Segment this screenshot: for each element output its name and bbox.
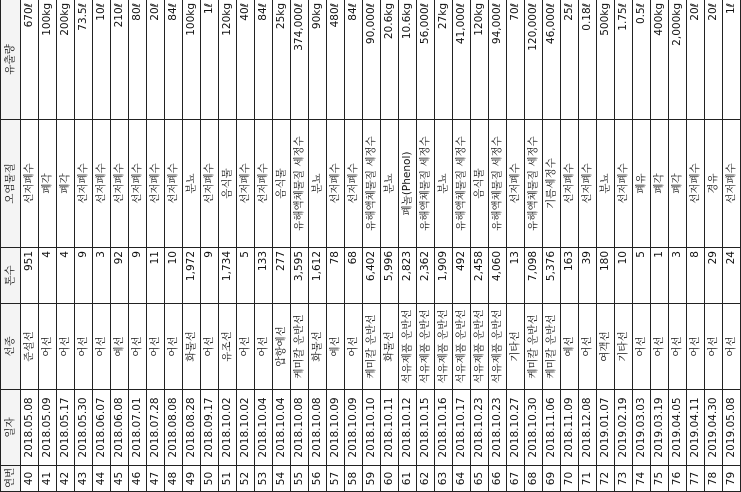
cell-ship-type: 어선 bbox=[75, 304, 93, 390]
cell-amount: 46,000ℓ bbox=[543, 0, 561, 120]
table-row bbox=[93, 0, 111, 492]
cell-date: 2018.10.02 bbox=[237, 390, 255, 466]
cell-date: 2018.10.17 bbox=[453, 390, 471, 466]
cell-ship-type: 케미칼 운반선 bbox=[291, 304, 309, 390]
cell-ship-type: 어선 bbox=[651, 304, 669, 390]
table-row bbox=[345, 0, 363, 492]
cell-tonnage: 1,972 bbox=[183, 248, 201, 304]
cell-date: 2018.06.07 bbox=[93, 390, 111, 466]
table-row bbox=[417, 0, 435, 492]
cell-pollutant: 경유 bbox=[705, 120, 723, 248]
cell-no: 52 bbox=[237, 466, 255, 492]
cell-amount: 100kg bbox=[39, 0, 57, 120]
cell-pollutant: 폐각 bbox=[57, 120, 75, 248]
cell-no: 76 bbox=[669, 466, 687, 492]
table-row bbox=[165, 0, 183, 492]
cell-ship-type: 석유제품 운반선 bbox=[453, 304, 471, 390]
cell-tonnage: 133 bbox=[255, 248, 273, 304]
cell-pollutant: 분뇨 bbox=[309, 120, 327, 248]
cell-pollutant: 폐놀(Phenol) bbox=[399, 120, 417, 248]
cell-amount: 1ℓ bbox=[723, 0, 741, 120]
cell-ship-type: 어선 bbox=[255, 304, 273, 390]
cell-no: 79 bbox=[723, 466, 741, 492]
cell-amount: 400kg bbox=[651, 0, 669, 120]
cell-pollutant: 선저폐수 bbox=[75, 120, 93, 248]
cell-date: 2018.10.15 bbox=[417, 390, 435, 466]
table-row bbox=[237, 0, 255, 492]
cell-tonnage: 7,098 bbox=[525, 248, 543, 304]
cell-no: 70 bbox=[561, 466, 579, 492]
header-no: 연번 bbox=[1, 466, 21, 492]
cell-amount: 70ℓ bbox=[507, 0, 525, 120]
cell-date: 2018.10.11 bbox=[381, 390, 399, 466]
cell-no: 72 bbox=[597, 466, 615, 492]
cell-ship-type: 어선 bbox=[579, 304, 597, 390]
cell-pollutant: 폐각 bbox=[39, 120, 57, 248]
cell-pollutant: 선저폐수 bbox=[327, 120, 345, 248]
cell-tonnage: 9 bbox=[201, 248, 219, 304]
header-ship-type: 선종 bbox=[1, 304, 21, 390]
cell-tonnage: 68 bbox=[345, 248, 363, 304]
cell-no: 73 bbox=[615, 466, 633, 492]
header-row bbox=[1, 0, 21, 492]
cell-no: 47 bbox=[147, 466, 165, 492]
cell-pollutant: 유해액체물질 세정수 bbox=[363, 120, 381, 248]
table-row bbox=[363, 0, 381, 492]
cell-no: 56 bbox=[309, 466, 327, 492]
cell-amount: 84ℓ bbox=[345, 0, 363, 120]
cell-no: 44 bbox=[93, 466, 111, 492]
cell-pollutant: 유해액체물질 세정수 bbox=[525, 120, 543, 248]
cell-tonnage: 92 bbox=[111, 248, 129, 304]
cell-pollutant: 선저폐수 bbox=[255, 120, 273, 248]
cell-no: 71 bbox=[579, 466, 597, 492]
cell-no: 63 bbox=[435, 466, 453, 492]
cell-date: 2018.06.08 bbox=[111, 390, 129, 466]
cell-tonnage: 10 bbox=[615, 248, 633, 304]
cell-ship-type: 압항예선 bbox=[273, 304, 291, 390]
cell-ship-type: 예선 bbox=[111, 304, 129, 390]
cell-amount: 670ℓ bbox=[21, 0, 39, 120]
cell-ship-type: 유조선 bbox=[219, 304, 237, 390]
cell-date: 2018.12.08 bbox=[579, 390, 597, 466]
cell-pollutant: 유해액체물질 세정수 bbox=[453, 120, 471, 248]
table-row bbox=[327, 0, 345, 492]
table-row bbox=[507, 0, 525, 492]
cell-amount: 500kg bbox=[597, 0, 615, 120]
cell-ship-type: 예선 bbox=[327, 304, 345, 390]
cell-tonnage: 78 bbox=[327, 248, 345, 304]
cell-no: 51 bbox=[219, 466, 237, 492]
cell-ship-type: 어선 bbox=[687, 304, 705, 390]
cell-tonnage: 1,612 bbox=[309, 248, 327, 304]
cell-tonnage: 5,996 bbox=[381, 248, 399, 304]
cell-tonnage: 2,823 bbox=[399, 248, 417, 304]
cell-ship-type: 석유제품 운반선 bbox=[417, 304, 435, 390]
header-date: 일자 bbox=[1, 390, 21, 466]
cell-no: 55 bbox=[291, 466, 309, 492]
cell-tonnage: 277 bbox=[273, 248, 291, 304]
cell-pollutant: 선저폐수 bbox=[111, 120, 129, 248]
cell-ship-type: 준설선 bbox=[21, 304, 39, 390]
cell-date: 2018.10.02 bbox=[219, 390, 237, 466]
cell-pollutant: 유해액체물질 세정수 bbox=[417, 120, 435, 248]
cell-amount: 120kg bbox=[219, 0, 237, 120]
table-row bbox=[381, 0, 399, 492]
cell-tonnage: 8 bbox=[687, 248, 705, 304]
cell-ship-type: 화물선 bbox=[183, 304, 201, 390]
cell-ship-type: 어선 bbox=[57, 304, 75, 390]
cell-tonnage: 29 bbox=[705, 248, 723, 304]
cell-ship-type: 기타선 bbox=[615, 304, 633, 390]
cell-ship-type: 어선 bbox=[39, 304, 57, 390]
cell-date: 2019.02.19 bbox=[615, 390, 633, 466]
cell-date: 2018.05.08 bbox=[21, 390, 39, 466]
cell-date: 2019.04.30 bbox=[705, 390, 723, 466]
cell-tonnage: 951 bbox=[21, 248, 39, 304]
cell-no: 78 bbox=[705, 466, 723, 492]
cell-date: 2018.10.12 bbox=[399, 390, 417, 466]
cell-amount: 41,000ℓ bbox=[453, 0, 471, 120]
cell-amount: 100kg bbox=[183, 0, 201, 120]
cell-date: 2018.07.28 bbox=[147, 390, 165, 466]
cell-date: 2018.11.09 bbox=[561, 390, 579, 466]
cell-pollutant: 선저폐수 bbox=[201, 120, 219, 248]
cell-amount: 56,000ℓ bbox=[417, 0, 435, 120]
cell-no: 42 bbox=[57, 466, 75, 492]
cell-no: 59 bbox=[363, 466, 381, 492]
cell-pollutant: 선저폐수 bbox=[723, 120, 741, 248]
cell-pollutant: 폐각 bbox=[651, 120, 669, 248]
cell-date: 2018.10.23 bbox=[489, 390, 507, 466]
cell-amount: 10.6kg bbox=[399, 0, 417, 120]
cell-amount: 0.18ℓ bbox=[579, 0, 597, 120]
cell-ship-type: 케미칼 운반선 bbox=[525, 304, 543, 390]
table-row bbox=[543, 0, 561, 492]
table-row bbox=[399, 0, 417, 492]
cell-no: 40 bbox=[21, 466, 39, 492]
cell-no: 60 bbox=[381, 466, 399, 492]
table-row bbox=[723, 0, 741, 492]
table-row bbox=[129, 0, 147, 492]
cell-tonnage: 2,362 bbox=[417, 248, 435, 304]
cell-amount: 120kg bbox=[471, 0, 489, 120]
cell-date: 2018.09.17 bbox=[201, 390, 219, 466]
cell-pollutant: 선저폐수 bbox=[93, 120, 111, 248]
cell-ship-type: 여객선 bbox=[597, 304, 615, 390]
cell-ship-type: 어선 bbox=[165, 304, 183, 390]
cell-amount: 84ℓ bbox=[165, 0, 183, 120]
cell-ship-type: 어선 bbox=[705, 304, 723, 390]
cell-pollutant: 선저폐수 bbox=[237, 120, 255, 248]
table-row bbox=[21, 0, 39, 492]
cell-tonnage: 2,458 bbox=[471, 248, 489, 304]
cell-date: 2018.10.04 bbox=[273, 390, 291, 466]
cell-amount: 20.6kg bbox=[381, 0, 399, 120]
cell-ship-type: 화물선 bbox=[381, 304, 399, 390]
cell-date: 2018.10.30 bbox=[525, 390, 543, 466]
cell-no: 43 bbox=[75, 466, 93, 492]
cell-ship-type: 예선 bbox=[561, 304, 579, 390]
table-row bbox=[273, 0, 291, 492]
cell-tonnage: 5 bbox=[237, 248, 255, 304]
cell-date: 2018.05.30 bbox=[75, 390, 93, 466]
cell-date: 2018.10.09 bbox=[327, 390, 345, 466]
cell-tonnage: 5 bbox=[633, 248, 651, 304]
cell-ship-type: 화물선 bbox=[309, 304, 327, 390]
cell-no: 67 bbox=[507, 466, 525, 492]
cell-ship-type: 석유제품 운반선 bbox=[489, 304, 507, 390]
cell-date: 2019.03.03 bbox=[633, 390, 651, 466]
cell-date: 2018.08.28 bbox=[183, 390, 201, 466]
cell-no: 57 bbox=[327, 466, 345, 492]
cell-no: 75 bbox=[651, 466, 669, 492]
cell-amount: 2,000kg bbox=[669, 0, 687, 120]
cell-no: 74 bbox=[633, 466, 651, 492]
cell-pollutant: 선저폐수 bbox=[615, 120, 633, 248]
table-row bbox=[75, 0, 93, 492]
cell-amount: 1.75ℓ bbox=[615, 0, 633, 120]
cell-no: 54 bbox=[273, 466, 291, 492]
cell-date: 2018.10.04 bbox=[255, 390, 273, 466]
cell-amount: 374,000ℓ bbox=[291, 0, 309, 120]
cell-pollutant: 음식물 bbox=[273, 120, 291, 248]
cell-amount: 200kg bbox=[57, 0, 75, 120]
cell-pollutant: 선저폐수 bbox=[345, 120, 363, 248]
cell-tonnage: 39 bbox=[579, 248, 597, 304]
cell-tonnage: 13 bbox=[507, 248, 525, 304]
cell-date: 2018.10.27 bbox=[507, 390, 525, 466]
cell-no: 58 bbox=[345, 466, 363, 492]
cell-pollutant: 선저폐수 bbox=[147, 120, 165, 248]
cell-tonnage: 1,734 bbox=[219, 248, 237, 304]
cell-tonnage: 3,595 bbox=[291, 248, 309, 304]
cell-pollutant: 선저폐수 bbox=[165, 120, 183, 248]
cell-pollutant: 음식물 bbox=[471, 120, 489, 248]
cell-ship-type: 어선 bbox=[669, 304, 687, 390]
cell-no: 66 bbox=[489, 466, 507, 492]
cell-date: 2019.05.08 bbox=[723, 390, 741, 466]
cell-amount: 480ℓ bbox=[327, 0, 345, 120]
table-row bbox=[597, 0, 615, 492]
cell-date: 2018.11.06 bbox=[543, 390, 561, 466]
cell-no: 62 bbox=[417, 466, 435, 492]
cell-date: 2018.05.09 bbox=[39, 390, 57, 466]
cell-amount: 90,000ℓ bbox=[363, 0, 381, 120]
table-row bbox=[615, 0, 633, 492]
cell-tonnage: 9 bbox=[75, 248, 93, 304]
table-body bbox=[21, 0, 741, 492]
cell-amount: 1ℓ bbox=[201, 0, 219, 120]
table-row bbox=[561, 0, 579, 492]
table-row bbox=[525, 0, 543, 492]
cell-pollutant: 선저폐수 bbox=[129, 120, 147, 248]
cell-ship-type: 케미칼 운반선 bbox=[363, 304, 381, 390]
cell-ship-type: 어선 bbox=[147, 304, 165, 390]
cell-amount: 20ℓ bbox=[147, 0, 165, 120]
cell-date: 2019.01.07 bbox=[597, 390, 615, 466]
cell-amount: 25ℓ bbox=[561, 0, 579, 120]
cell-amount: 0.5ℓ bbox=[633, 0, 651, 120]
cell-pollutant: 폐유 bbox=[633, 120, 651, 248]
cell-pollutant: 선저폐수 bbox=[561, 120, 579, 248]
cell-tonnage: 5,376 bbox=[543, 248, 561, 304]
cell-pollutant: 유해액체물질 세정수 bbox=[291, 120, 309, 248]
cell-tonnage: 10 bbox=[165, 248, 183, 304]
cell-tonnage: 180 bbox=[597, 248, 615, 304]
cell-no: 48 bbox=[165, 466, 183, 492]
cell-date: 2018.07.01 bbox=[129, 390, 147, 466]
cell-no: 69 bbox=[543, 466, 561, 492]
cell-no: 64 bbox=[453, 466, 471, 492]
table-row bbox=[39, 0, 57, 492]
cell-pollutant: 선저폐수 bbox=[507, 120, 525, 248]
cell-pollutant: 음식물 bbox=[219, 120, 237, 248]
cell-pollutant: 분뇨 bbox=[381, 120, 399, 248]
table-row bbox=[687, 0, 705, 492]
table-row bbox=[57, 0, 75, 492]
cell-date: 2018.10.08 bbox=[291, 390, 309, 466]
cell-date: 2018.10.08 bbox=[309, 390, 327, 466]
cell-amount: 120,000ℓ bbox=[525, 0, 543, 120]
cell-date: 2018.05.17 bbox=[57, 390, 75, 466]
table-row bbox=[291, 0, 309, 492]
header-pollutant: 오염물질 bbox=[1, 120, 21, 248]
table-row bbox=[633, 0, 651, 492]
cell-tonnage: 1 bbox=[651, 248, 669, 304]
cell-no: 50 bbox=[201, 466, 219, 492]
cell-pollutant: 선저폐수 bbox=[21, 120, 39, 248]
table-row bbox=[705, 0, 723, 492]
cell-no: 61 bbox=[399, 466, 417, 492]
cell-amount: 20ℓ bbox=[705, 0, 723, 120]
cell-date: 2018.10.23 bbox=[471, 390, 489, 466]
cell-tonnage: 163 bbox=[561, 248, 579, 304]
cell-amount: 80ℓ bbox=[129, 0, 147, 120]
cell-no: 45 bbox=[111, 466, 129, 492]
table-row bbox=[183, 0, 201, 492]
cell-ship-type: 석유제품 운반선 bbox=[399, 304, 417, 390]
table-row bbox=[201, 0, 219, 492]
cell-ship-type: 어선 bbox=[93, 304, 111, 390]
table-row bbox=[255, 0, 273, 492]
cell-no: 53 bbox=[255, 466, 273, 492]
cell-no: 77 bbox=[687, 466, 705, 492]
table-row bbox=[669, 0, 687, 492]
table-row bbox=[453, 0, 471, 492]
cell-tonnage: 24 bbox=[723, 248, 741, 304]
cell-tonnage: 4 bbox=[57, 248, 75, 304]
cell-date: 2018.08.08 bbox=[165, 390, 183, 466]
cell-ship-type: 어선 bbox=[723, 304, 741, 390]
cell-amount: 27kg bbox=[435, 0, 453, 120]
cell-tonnage: 11 bbox=[147, 248, 165, 304]
cell-ship-type: 어선 bbox=[237, 304, 255, 390]
cell-pollutant: 기름세정수 bbox=[543, 120, 561, 248]
cell-amount: 210ℓ bbox=[111, 0, 129, 120]
cell-date: 2019.03.19 bbox=[651, 390, 669, 466]
cell-date: 2018.10.10 bbox=[363, 390, 381, 466]
cell-amount: 20ℓ bbox=[687, 0, 705, 120]
cell-ship-type: 어선 bbox=[633, 304, 651, 390]
cell-date: 2018.10.16 bbox=[435, 390, 453, 466]
cell-ship-type: 어선 bbox=[345, 304, 363, 390]
table-row bbox=[309, 0, 327, 492]
cell-amount: 84ℓ bbox=[255, 0, 273, 120]
cell-date: 2019.04.11 bbox=[687, 390, 705, 466]
table-row bbox=[219, 0, 237, 492]
cell-pollutant: 선저폐수 bbox=[579, 120, 597, 248]
cell-pollutant: 선저폐수 bbox=[687, 120, 705, 248]
cell-no: 65 bbox=[471, 466, 489, 492]
table-row bbox=[111, 0, 129, 492]
cell-amount: 40ℓ bbox=[237, 0, 255, 120]
cell-pollutant: 유해액체물질 세정수 bbox=[489, 120, 507, 248]
cell-ship-type: 석유제품 운반선 bbox=[471, 304, 489, 390]
cell-tonnage: 9 bbox=[129, 248, 147, 304]
cell-date: 2018.10.09 bbox=[345, 390, 363, 466]
cell-ship-type: 기타선 bbox=[507, 304, 525, 390]
cell-tonnage: 4 bbox=[39, 248, 57, 304]
cell-amount: 10ℓ bbox=[93, 0, 111, 120]
table-row bbox=[651, 0, 669, 492]
cell-pollutant: 폐각 bbox=[669, 120, 687, 248]
cell-ship-type: 어선 bbox=[129, 304, 147, 390]
cell-tonnage: 1,909 bbox=[435, 248, 453, 304]
table-row bbox=[489, 0, 507, 492]
cell-ship-type: 케미칼 운반선 bbox=[543, 304, 561, 390]
cell-no: 41 bbox=[39, 466, 57, 492]
cell-no: 49 bbox=[183, 466, 201, 492]
cell-tonnage: 3 bbox=[93, 248, 111, 304]
cell-no: 46 bbox=[129, 466, 147, 492]
cell-pollutant: 분뇨 bbox=[597, 120, 615, 248]
cell-ship-type: 어선 bbox=[201, 304, 219, 390]
cell-tonnage: 6,402 bbox=[363, 248, 381, 304]
cell-pollutant: 분뇨 bbox=[435, 120, 453, 248]
cell-ship-type: 석유제품 운반선 bbox=[435, 304, 453, 390]
cell-tonnage: 3 bbox=[669, 248, 687, 304]
header-tonnage: 톤수 bbox=[1, 248, 21, 304]
cell-amount: 94,000ℓ bbox=[489, 0, 507, 120]
cell-pollutant: 분뇨 bbox=[183, 120, 201, 248]
header-amount: 유출량 bbox=[1, 0, 21, 120]
table-row bbox=[579, 0, 597, 492]
cell-date: 2019.04.05 bbox=[669, 390, 687, 466]
table-row bbox=[435, 0, 453, 492]
table-row bbox=[147, 0, 165, 492]
cell-amount: 73.5ℓ bbox=[75, 0, 93, 120]
cell-amount: 90kg bbox=[309, 0, 327, 120]
table-row bbox=[471, 0, 489, 492]
cell-tonnage: 492 bbox=[453, 248, 471, 304]
cell-tonnage: 4,060 bbox=[489, 248, 507, 304]
cell-amount: 25kg bbox=[273, 0, 291, 120]
cell-no: 68 bbox=[525, 466, 543, 492]
